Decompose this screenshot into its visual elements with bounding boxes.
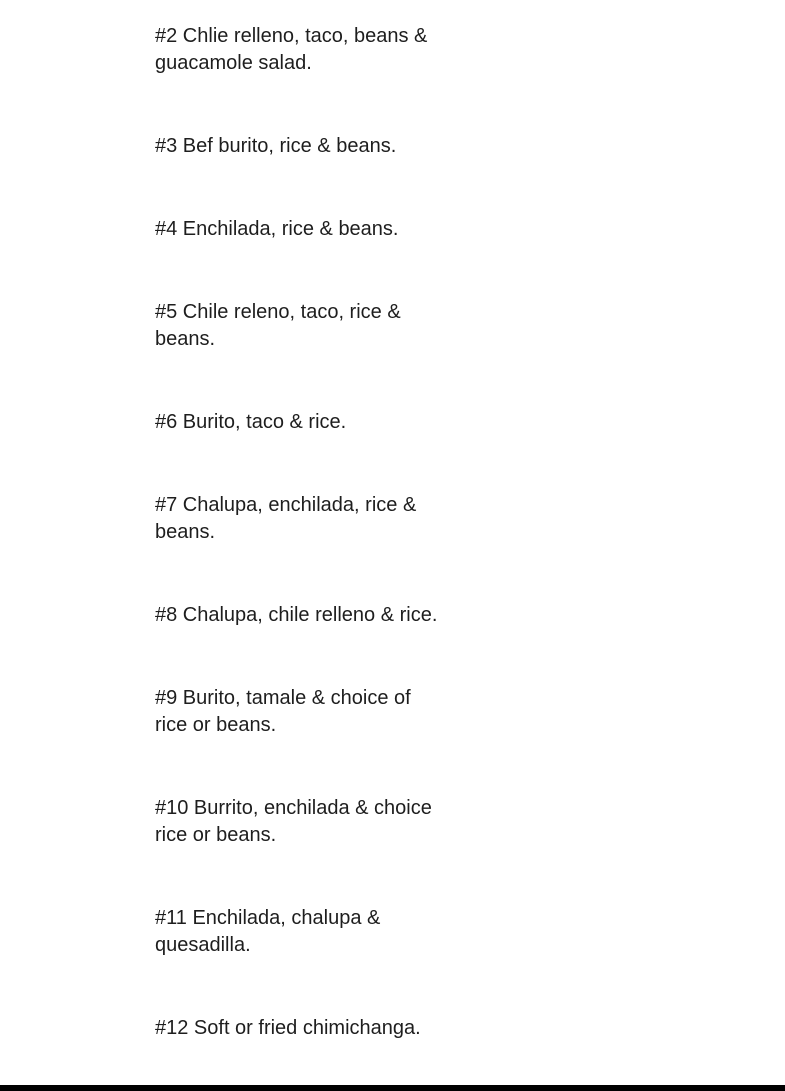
menu-item: #12 Soft or fried chimichanga.: [155, 1017, 421, 1039]
menu-item: #10 Burrito, enchilada & choice rice or beans.: [155, 797, 432, 846]
menu-item: #9 Burito, tamale & choice of rice or beans.: [155, 687, 411, 736]
menu-item: #4 Enchilada, rice & beans.: [155, 218, 399, 240]
menu-item: #8 Chalupa, chile relleno & rice.: [155, 604, 438, 626]
menu-item: #7 Chalupa, enchilada, rice & beans.: [155, 494, 417, 543]
menu-item: #11 Enchilada, chalupa & quesadilla.: [155, 907, 381, 956]
menu-item: #2 Chlie relleno, taco, beans & guacamole salad.: [155, 25, 428, 74]
bottom-divider: [0, 1085, 785, 1091]
menu-item: #5 Chile releno, taco, rice & beans.: [155, 301, 401, 350]
menu-item: #6 Burito, taco & rice.: [155, 411, 347, 433]
menu-item: #3 Bef burito, rice & beans.: [155, 135, 397, 157]
